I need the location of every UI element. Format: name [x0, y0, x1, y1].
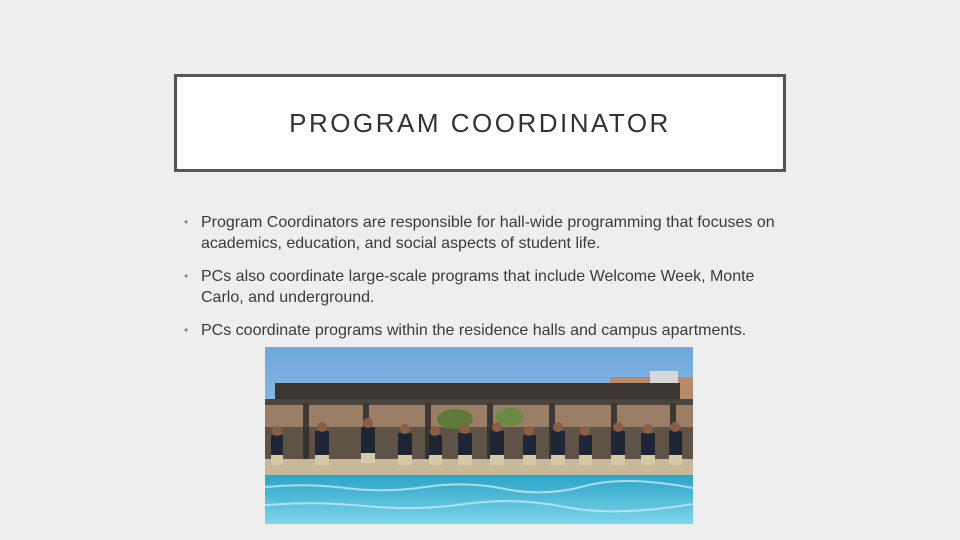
slide-title: PROGRAM COORDINATOR [289, 107, 671, 138]
bullet-item [184, 320, 784, 341]
bullet-item [184, 266, 784, 308]
bullet-icon: • [184, 323, 189, 337]
bullet-item [184, 212, 784, 254]
bullet-icon: • [184, 269, 189, 283]
bullet-text: PCs also coordinate large-scale programs that include Welcome Week, Monte Carlo, and underground. [201, 268, 755, 306]
bullet-text: Program Coordinators are responsible for hall-wide programming that focuses on academics, education, and social aspects of student life. [201, 214, 775, 252]
group-photo [265, 347, 693, 524]
bullet-text: PCs coordinate programs within the residence halls and campus apartments. [201, 322, 747, 339]
bullet-list [184, 212, 784, 353]
title-box [174, 74, 786, 172]
bullet-icon: • [184, 215, 189, 229]
